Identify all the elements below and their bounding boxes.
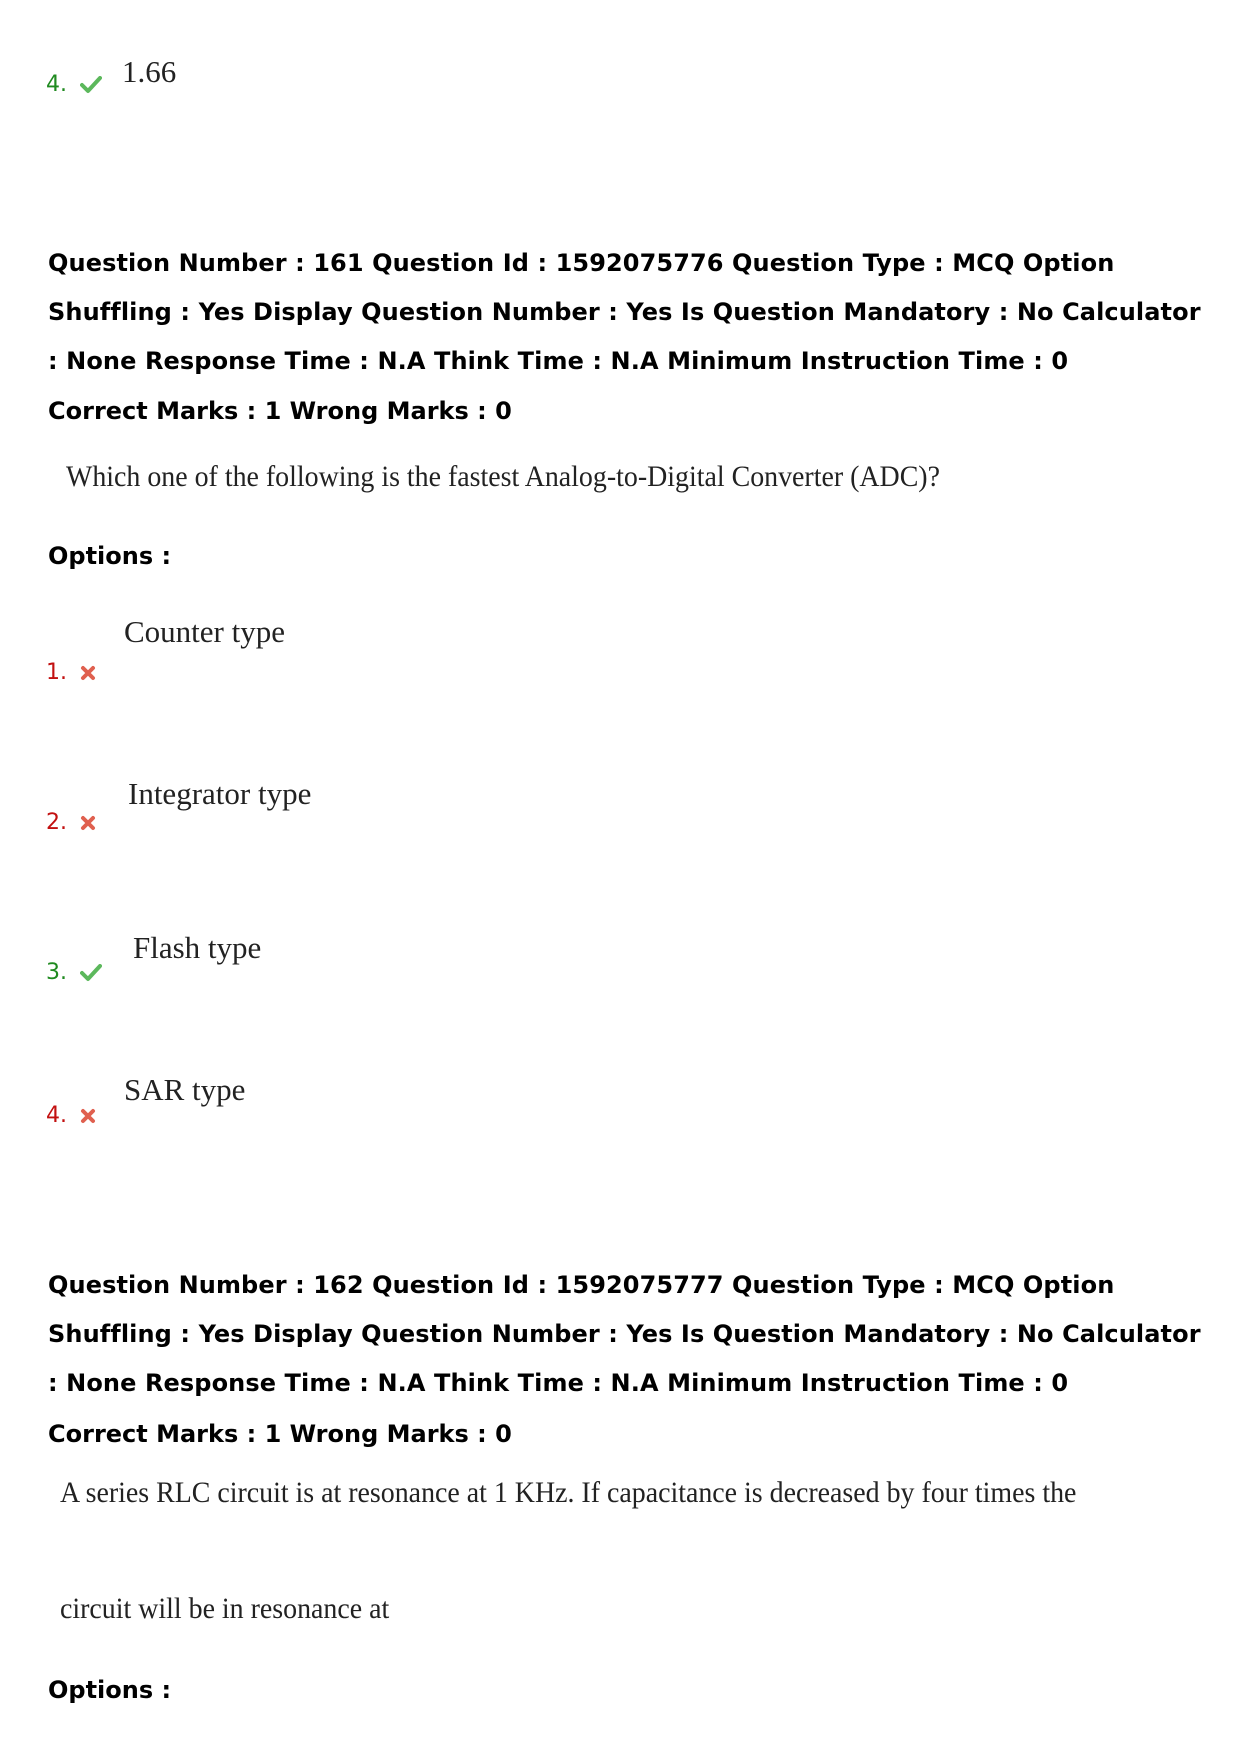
option-number: 1. [46,660,96,685]
option-text: SAR type [124,1072,246,1107]
options-label: Options : [48,542,172,570]
question-meta: Question Number : 162 Question Id : 1592075777 Question Type : MCQ Option Shuffling : Yes Display Question Number : Yes Is Question Mandatory : No Calculator : None Response Time : N.A Think Time : N.A Minimum Instruction Time : 0 [48,1271,1201,1397]
check-icon [80,964,102,982]
option-number: 3. [46,960,102,985]
options-label: Options : [48,1676,172,1704]
question-meta: Question Number : 161 Question Id : 1592075776 Question Type : MCQ Option Shuffling : Yes Display Question Number : Yes Is Question Mandatory : No Calculator : None Response Time : N.A Think Time : N.A Minimum Instruction Time : 0 [48,249,1201,375]
option-text: Flash type [133,930,262,965]
question-text: A series RLC circuit is at resonance at 1 KHz. If capacitance is decreased by four times the [60,1476,1077,1509]
check-icon [80,76,102,94]
option-number: 4. [46,72,102,97]
question-marks: Correct Marks : 1 Wrong Marks : 0 [48,397,512,425]
option-text: Counter type [124,614,285,649]
cross-icon [80,815,96,831]
question-text: Which one of the following is the fastest Analog-to-Digital Converter (ADC)? [66,460,940,493]
cross-icon [80,665,96,681]
option-number: 2. [46,810,96,835]
option-number: 4. [46,1103,96,1128]
question-marks: Correct Marks : 1 Wrong Marks : 0 [48,1420,512,1448]
option-text: 1.66 [122,54,177,89]
option-text: Integrator type [128,776,312,811]
cross-icon [80,1108,96,1124]
question-text: circuit will be in resonance at [60,1592,390,1625]
